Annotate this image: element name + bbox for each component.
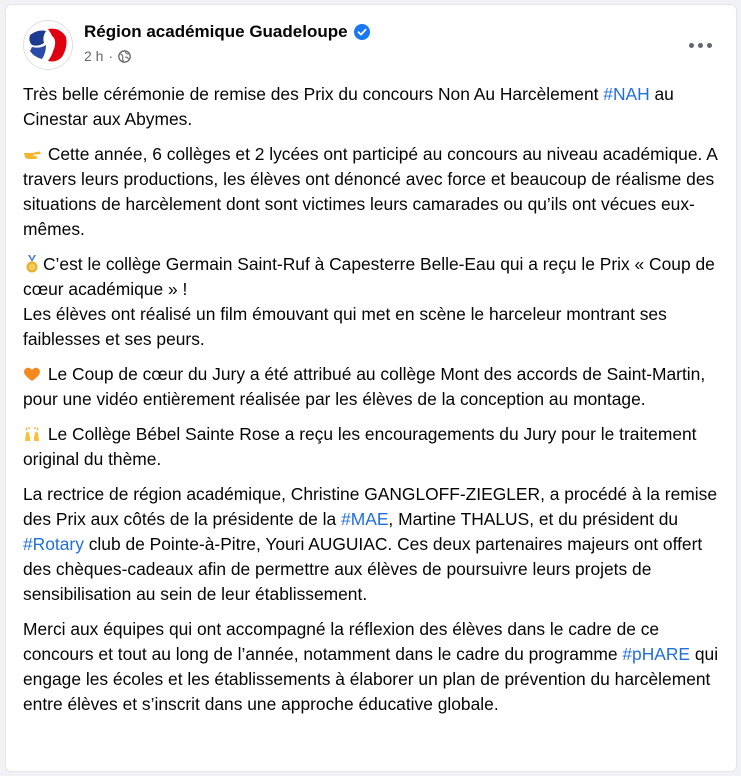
text-segment: Le Collège Bébel Sainte Rose a reçu les encouragements du Jury pour le traitement original du thème. [23, 424, 697, 469]
pointing-hand-emoji [23, 145, 41, 163]
raising-hands-emoji [23, 425, 41, 443]
text-segment: Merci aux équipes qui ont accompagné la réflexion des élèves dans le cadre de ce concours et tout au long de l’année, notamment dans le cadre du programme [23, 619, 660, 664]
post-header [6, 5, 736, 81]
paragraph-rectrice [23, 482, 728, 607]
paragraph-encouragement [23, 422, 728, 472]
text-segment: C’est le collège Germain Saint-Ruf à Capesterre Belle-Eau qui a reçu le Prix « Coup de cœur académique » ! [23, 254, 715, 299]
more-options-dot [689, 43, 694, 48]
text-segment: Très belle cérémonie de remise des Prix du concours Non Au Harcèlement [23, 84, 604, 104]
paragraph-intro [23, 82, 728, 132]
text-segment: au Cinestar aux Abymes. [23, 84, 674, 129]
paragraph-jury-favorite [23, 362, 728, 412]
page-avatar[interactable] [23, 20, 73, 70]
meta-separator: · [108, 48, 114, 64]
paragraph-thanks [23, 617, 728, 717]
text-segment: La rectrice de région académique, Christine GANGLOFF-ZIEGLER, a procédé à la remise des Prix aux côtés de la présidente de la [23, 484, 717, 529]
medal-emoji [23, 255, 41, 273]
page-name-row [84, 22, 370, 42]
post-card [5, 4, 737, 772]
verified-badge-icon [354, 24, 370, 40]
page-name[interactable]: Région académique Guadeloupe [84, 22, 348, 41]
text-segment: Le Coup de cœur du Jury a été attribué au collège Mont des accords de Saint-Martin, pour une vidéo entièrement réalisée par les élèves de la conception au montage. [23, 364, 706, 409]
marianne-logo [24, 21, 72, 69]
hashtag-mae[interactable]: #MAE [341, 509, 389, 529]
text-segment: , Martine THALUS, et du président du [388, 509, 679, 529]
orange-heart-emoji [23, 365, 41, 383]
text-segment: Cette année, 6 collèges et 2 lycées ont participé au concours au niveau académique. A travers leurs productions, les élèves ont dénoncé avec force et beaucoup de réalisme des situations de harcèlement dont sont victimes leurs camarades ou qu’ils ont vécues eux-mêmes. [23, 144, 717, 239]
more-options-button[interactable] [682, 31, 718, 59]
globe-icon[interactable] [118, 50, 131, 63]
text-segment: club de Pointe-à-Pitre, Youri AUGUIAC. Ces deux partenaires majeurs ont offert des chèques-cadeaux afin de permettre aux élèves de poursuivre leurs projets de sensibilisation au sein de leur établissement. [23, 534, 703, 604]
more-options-dot [707, 43, 712, 48]
hashtag-nah[interactable]: #NAH [603, 84, 650, 104]
hashtag-rotary[interactable]: #Rotary [23, 534, 84, 554]
post-timestamp[interactable]: 2 h [84, 48, 104, 64]
paragraph-prize [23, 252, 728, 352]
paragraph-participation [23, 142, 728, 242]
post-meta [84, 48, 131, 64]
text-segment: Les élèves ont réalisé un film émouvant qui met en scène le harceleur montrant ses faiblesses et ses peurs. [23, 304, 667, 349]
more-options-dot [698, 43, 703, 48]
post-body [23, 82, 728, 727]
text-segment: qui engage les écoles et les établissements à élaborer un plan de prévention du harcèlement entre élèves et s’inscrit dans une approche éducative globale. [23, 644, 719, 714]
hashtag-phare[interactable]: #pHARE [622, 644, 691, 664]
